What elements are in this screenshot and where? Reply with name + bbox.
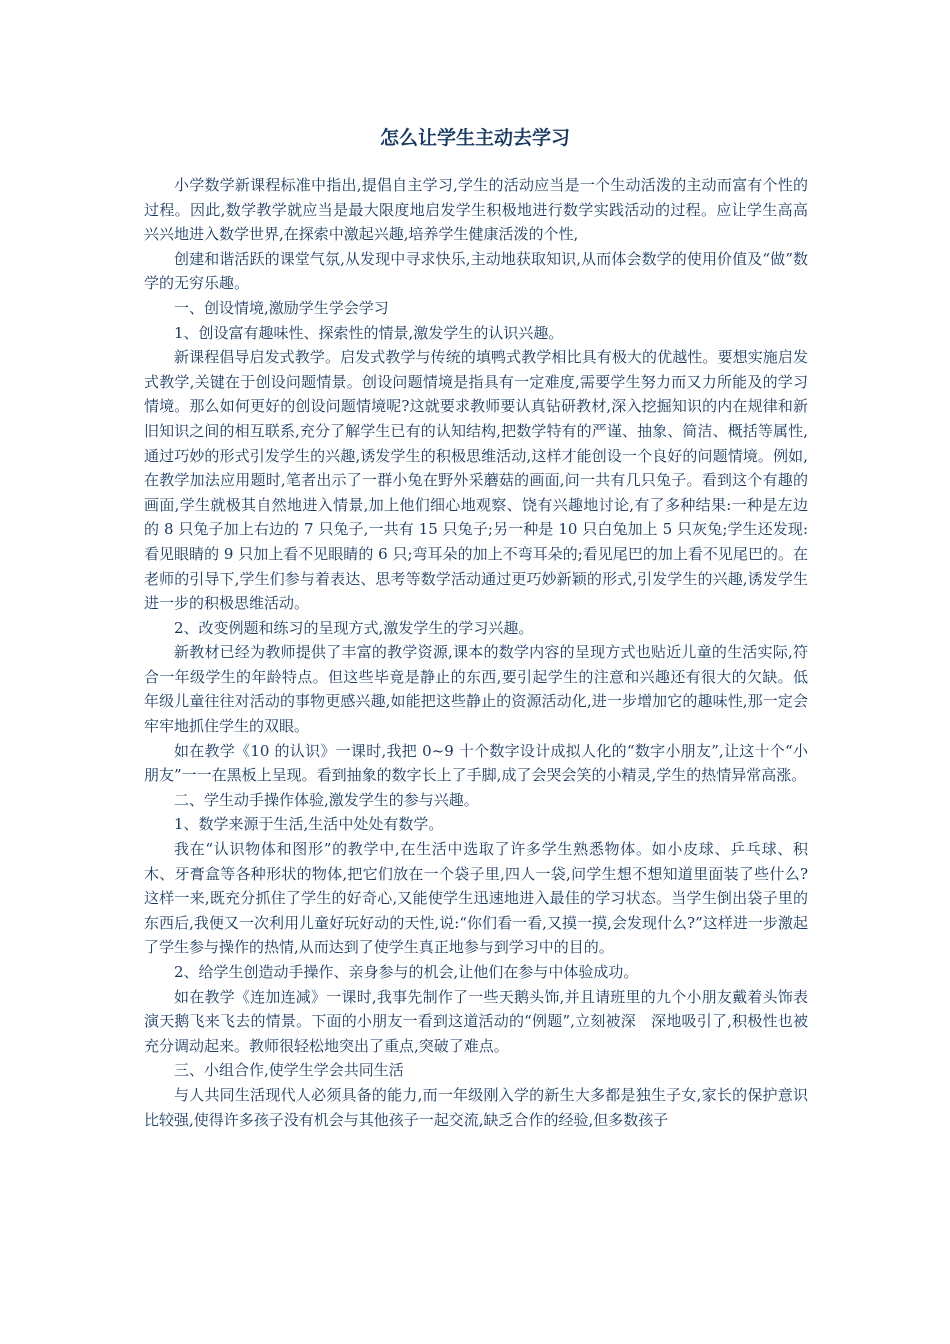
paragraph-section-1-2-example: 如在教学《10 的认识》一课时,我把 0~9 十个数字设计成拟人化的“数字小朋友”,让这十个“小朋友”一一在黑板上呈现。看到抽象的数字长上了手脚,成了会哭会笑的小精灵,学生的热情异常高涨。 xyxy=(144,741,808,785)
subsection-heading-2-2: 2、给学生创造动手操作、亲身参与的机会,让他们在参与中体验成功。 xyxy=(174,963,639,981)
subsection-heading-1-1: 1、创设富有趣味性、探索性的情景,激发学生的认识兴趣。 xyxy=(174,323,564,342)
section-heading-3: 三、小组合作,使学生学会共同生活 xyxy=(174,1061,404,1080)
paragraph-intro: 小学数学新课程标准中指出,提倡自主学习,学生的活动应当是一个生动活泼的主动而富有个性的过程。因此,数学教学就应当是最大限度地启发学生积极地进行数学实践活动的过程。应让学生高高兴兴地进入数学世界,在探索中激起兴趣,培养学生健康活泼的个性, xyxy=(144,176,808,244)
document-body xyxy=(144,173,808,1132)
paragraph-section-1-1: 新课程倡导启发式教学。启发式教学与传统的填鸭式教学相比具有极大的优越性。要想实施启发式教学,关键在于创设问题情景。创设问题情境是指具有一定难度,需要学生努力而又力所能及的学习情境。那么如何更好的创设问题情境呢?这就要求教师要认真钻研教材,深入挖掘知识的内在规律和新旧知识之间的相互联系,充分了解学生已有的认知结构,把数学特有的严谨、抽象、简洁、概括等属性,通过巧妙的形式引发学生的兴趣,诱发学生的积极思维活动,这样才能创设一个良好的问题情境。例如,在教学加法应用题时,笔者出示了一群小兔在野外采蘑菇的画面,问一共有几只兔子。看到这个有趣的画面,学生就极其自然地进入情景,加上他们细心地观察、饶有兴趣地讨论,有了多种结果:一种是左边的 8 只兔子加上右边的 7 只兔子,一共有 15 只兔子;另一种是 10 只白兔加上 5 只灰兔;学生还发现:看见眼睛的 9 只加上看不见眼睛的 6 只;弯耳朵的加上不弯耳朵的;看见尾巴的加上看不见尾巴的。在老师的引导下,学生们参与着表达、思考等数学活动通过更巧妙新颖的形式,引发学生的兴趣,诱发学生进一步的积极思维活动。 xyxy=(144,348,808,613)
document-title: 怎么让学生主动去学习 xyxy=(379,127,570,149)
subsection-heading-1-2: 2、改变例题和练习的呈现方式,激发学生的学习兴趣。 xyxy=(174,618,534,637)
paragraph-section-1-2: 新教材已经为教师提供了丰富的教学资源,课本的数学内容的呈现方式也贴近儿童的生活实际,符合一年级学生的年龄特点。但这些毕竟是静止的东西,要引起学生的注意和兴趣还有很大的欠缺。低年级儿童往往对活动的事物更感兴趣,如能把这些静止的资源活动化,进一步增加它的趣味性,那一定会牢牢地抓住学生的双眼。 xyxy=(144,643,808,736)
section-heading-1: 一、创设情境,激励学生学会学习 xyxy=(174,298,389,317)
subsection-heading-2-1: 1、数学来源于生活,生活中处处有数学。 xyxy=(174,815,444,834)
paragraph-section-3: 与人共同生活现代人必须具备的能力,而一年级刚入学的新生大多都是独生子女,家长的保护意识比较强,使得许多孩子没有机会与其他孩子一起交流,缺乏合作的经验,但多数孩子 xyxy=(144,1085,808,1129)
section-heading-2: 二、学生动手操作体验,激发学生的参与兴趣。 xyxy=(174,790,479,809)
paragraph-section-2-2: 如在教学《连加连减》一课时,我事先制作了一些天鹅头饰,并且请班里的九个小朋友戴着头饰表演天鹅飞来飞去的情景。下面的小朋友一看到这道活动的“例题”,立刻被深 深地吸引了,积极性也被充分调动起来。教师很轻松地突出了重点,突破了难点。 xyxy=(144,987,808,1055)
paragraph-section-2-1: 我在“认识物体和图形”的教学中,在生活中选取了许多学生熟悉物体。如小皮球、乒乓球、积木、牙膏盒等各种形状的物体,把它们放在一个袋子里,四人一袋,问学生想不想知道里面装了些什么?这样一来,既充分抓住了学生的好奇心,又能使学生迅速地进入最佳的学习状态。当学生倒出袋子里的东西后,我便又一次利用儿童好玩好动的天性,说:“你们看一看,又摸一摸,会发现什么?”这样进一步激起了学生参与操作的热情,从而达到了使学生真正地参与到学习中的目的。 xyxy=(144,840,808,957)
paragraph-intro-continued: 创建和谐活跃的课堂气氛,从发现中寻求快乐,主动地获取知识,从而体会数学的使用价值及“做”数学的无穷乐趣。 xyxy=(144,249,808,293)
